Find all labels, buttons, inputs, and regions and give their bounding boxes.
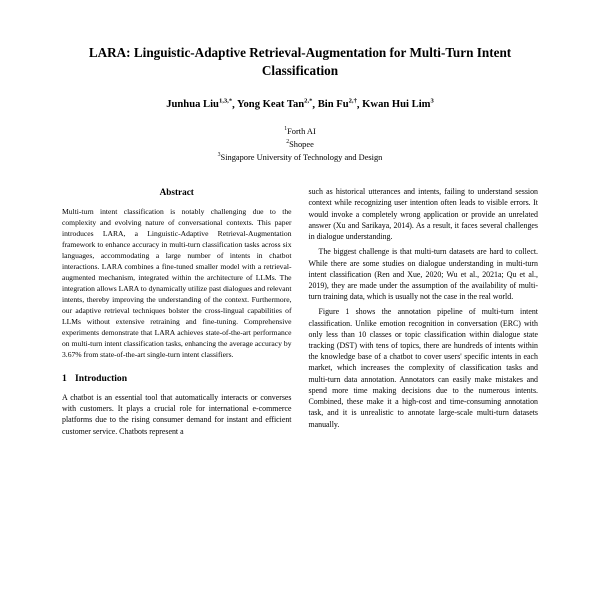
right-column (309, 186, 539, 437)
left-column (62, 186, 292, 437)
right-paragraph-3: Figure 1 shows the annotation pipeline of multi-turn intent classification. Unlike emotion recognition in conversation (ERC) with only less than 10 classes or topic classification within dialogue state tracking (DST) with tens of topics, there are hundreds of intents within the knowledge base of a chatbot to cover users' specific intents in each market, which increases the complexity of classification tasks and multi-turn data annotation. Annotators can easily make mistakes and spend more time making decisions due to the numerous intents. Combined, these make it a high-cost and time-consuming annotation task, and it is unrealistic to annotate large-scale multi-turn datasets manually. (308, 307, 538, 429)
affiliation-list (62, 125, 538, 164)
author-1-affiliation-marker: 1,3,* (218, 97, 233, 105)
author-2: Yong Keat Tan$^{2,*}$ (237, 97, 313, 111)
abstract-body: Multi-turn intent classification is notably challenging due to the complexity and evolving nature of conversational contexts. This paper introduces LARA, a Linguistic-Adaptive Retrieval-Augmentation framework to enhance accuracy in multi-turn classification tasks across six languages, accommodating a large number of intents in chatbot interactions. LARA combines a fine-tuned smaller model with a retrieval-augmented mechanism, integrated within the architecture of LLMs. The integration allows LARA to dynamically utilize past dialogues and relevant intents, thereby improving the understanding of the context. Furthermore, our adaptive retrieval techniques bolster the cross-lingual capabilities of LLMs without extensive retraining and fine-tuning. Comprehensive experiments demonstrate that LARA achieves state-of-the-art performance on multi-turn intent classification tasks, enhancing the average accuracy by 3.67% from state-of-the-art single-turn intent classifiers. (62, 207, 292, 360)
body-columns (62, 186, 538, 437)
abstract-heading: Abstract (159, 187, 194, 198)
author-3: Bin $Fu^{2,\dagger}$ (317, 97, 357, 111)
right-paragraph-2: The biggest challenge is that multi-turn datasets are hard to collect. While there are some studies on dialogue understanding in multi-turn intent classification (Ren and Xue, 2020; Wu et al., 2021a; Qu et al., 2019), they are made under the assumption of the availability of multi-turn training data, which is usually not the case in the real world. (308, 247, 538, 302)
affiliation-3: $^3$Singapore University of Technology and Design (217, 152, 383, 163)
affiliation-2: $^2$Shopee (286, 139, 314, 150)
author-3-affiliation-marker: 2,† (348, 97, 357, 105)
author-4-affiliation-marker: 3 (430, 97, 434, 105)
intro-paragraph-1: A chatbot is an essential tool that automatically interacts or converses with customers. It plays a crucial role for international e-commerce platforms due to the rising consumer demand for instant and efficient customer service. Chatbots represent a (62, 392, 292, 436)
section-heading-introduction (62, 372, 292, 386)
affiliation-1: $^1$Forth AI (284, 126, 316, 137)
author-list: Junhua Liu$^{1,3,*}$, Yong Keat Tan$^{2,*}$, Bin $Fu^{2,\dagger}$, Kwan Hui Lim$^3$ (166, 97, 434, 111)
section-title: Introduction (75, 373, 128, 385)
section-number: 1 (62, 373, 67, 385)
author-2-affiliation-marker: 2,* (304, 97, 313, 105)
right-paragraph-1: such as historical utterances and intents, failing to understand session context while recognizing user intention often leads to visible errors. It would invoke a completely wrong application or provide an unrelated answer (Xu and Sarikaya, 2014). As a result, it faces several challenges in dialogue understanding. (308, 187, 538, 242)
page-title: LARA: Linguistic-Adaptive Retrieval-Augmentation for Multi-Turn Intent Classification (88, 45, 512, 78)
author-4: Kwan Hui Lim$^3$ (362, 97, 434, 111)
author-1: Junhua Liu$^{1,3,*}$ (166, 97, 233, 111)
